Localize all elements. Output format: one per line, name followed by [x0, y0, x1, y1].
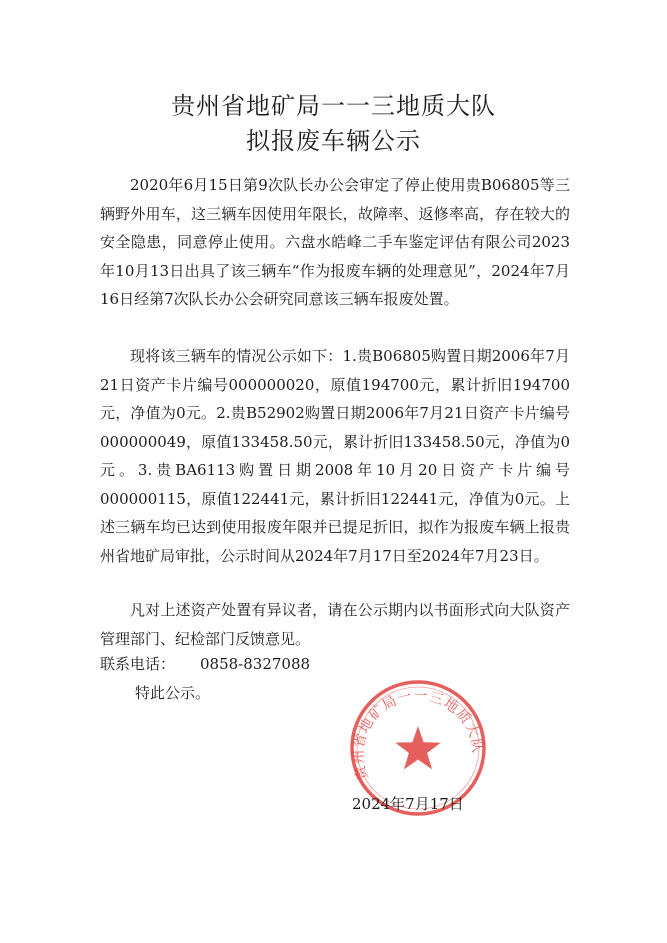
body-paragraph-3: 凡对上述资产处置有异议者，请在公示期内以书面形式向大队资产管理部门、纪检部门反馈意见。: [100, 601, 570, 648]
contact-phone: 0858-8327088: [200, 655, 311, 673]
contact-line: [100, 650, 310, 679]
body-paragraph-2: 现将该三辆车的情况公示如下：1.贵B06805购置日期2006年7月21日资产卡片编号000000020，原值194700元，累计折旧194700元，净值为0元。2.贵B52902购置日期2006年7月21日资产卡片编号000000049，原值133458.50元，累计折旧133458.50元，净值为0元。3.贵BA6113购置日期2008年10月20日资产卡片编号000000115，原值122441元，累计折旧122441元，净值为0元。上述三辆车均已达到使用报废年限并已提足折旧，拟作为报废车辆上报贵州省地矿局审批，公示时间从2024年7月17日至2024年7月23日。: [100, 347, 570, 565]
document-date: 2024年7月17日: [352, 795, 464, 813]
document-title-line2: 拟报废车辆公示: [246, 127, 421, 155]
document-title-line1: 贵州省地矿局一一三地质大队: [171, 92, 496, 120]
body-paragraph-1: 2020年6月15日第9次队长办公会审定了停止使用贵B06805等三辆野外用车，这三辆车因使用年限长，故障率、返修率高，存在较大的安全隐患，同意停止使用。六盘水皓峰二手车鉴定评估有限公司2023年10月13日出具了该三辆车“作为报废车辆的处理意见”，2024年7月16日经第7次队长办公会研究同意该三辆车报废处置。: [100, 176, 570, 308]
seal-text: 贵州省地矿局一一三地质大队: [350, 687, 486, 782]
contact-label: 联系电话：: [100, 655, 176, 673]
closing-notice: 特此公示。: [135, 684, 211, 702]
